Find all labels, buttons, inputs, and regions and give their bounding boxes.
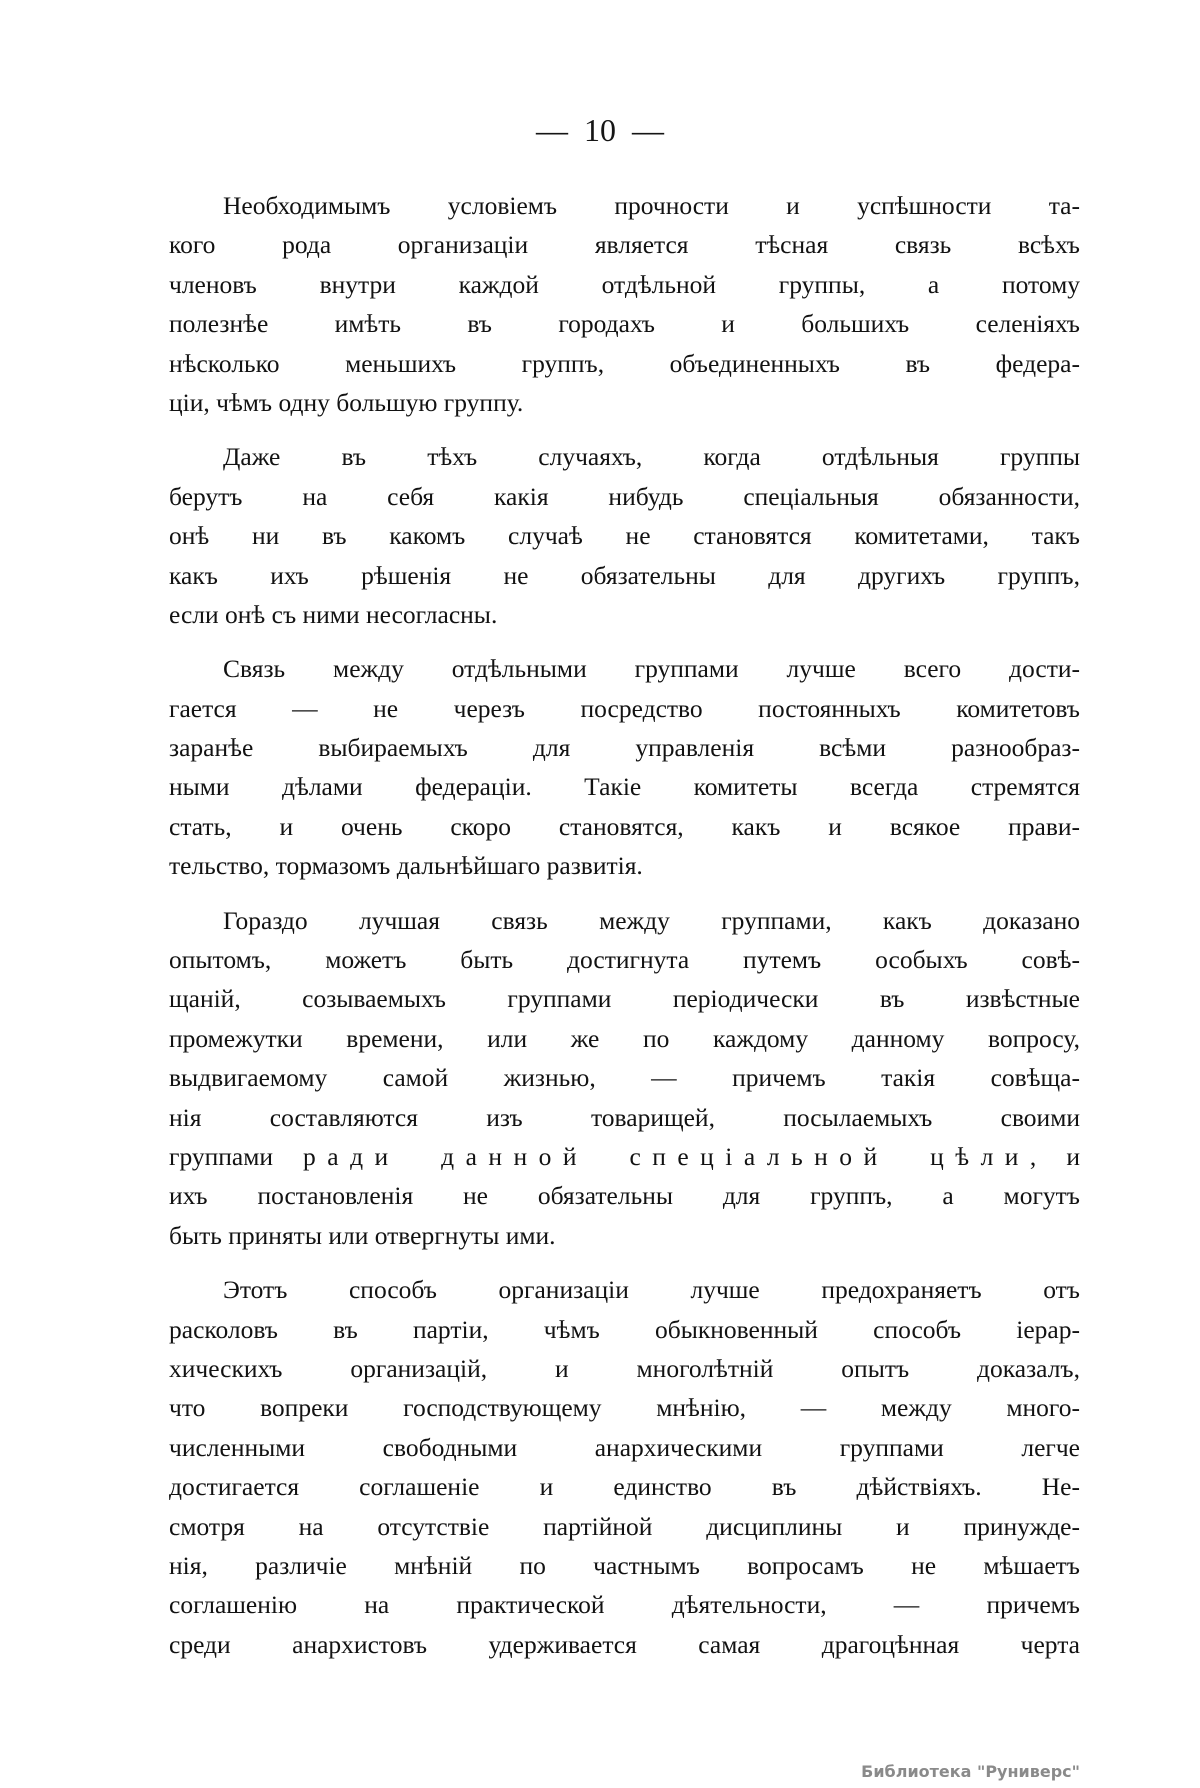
- text-line: среди анархистовъ удерживается самая драгоцѣнная черта: [169, 1629, 1080, 1659]
- text-line: опытомъ, можетъ быть достигнута путемъ особыхъ совѣ-: [169, 945, 1080, 975]
- text-line: достигается соглашеніе и единство въ дѣйствіяхъ. Не-: [169, 1472, 1080, 1502]
- text-line: смотря на отсутствіе партійной дисциплины и принужде-: [169, 1511, 1080, 1541]
- text-line: [169, 1137, 1080, 1176]
- text-line: нѣсколько меньшихъ группъ, объединенныхъ въ федера-: [169, 348, 1080, 378]
- paragraph: [169, 186, 1080, 422]
- text-line: хическихъ организацій, и многолѣтній опытъ доказалъ,: [169, 1353, 1080, 1383]
- text-line: гается — не черезъ посредство постоянныхъ комитетовъ: [169, 693, 1080, 723]
- text-line: Даже въ тѣхъ случаяхъ, когда отдѣльныя группы: [223, 442, 1080, 472]
- text-line: ными дѣлами федераціи. Такіе комитеты всегда стремятся: [169, 772, 1080, 802]
- text-line: что вопреки господствующему мнѣнію, — между много-: [169, 1393, 1080, 1423]
- text-line: нія, различіе мнѣній по частнымъ вопросамъ не мѣшаетъ: [169, 1550, 1080, 1580]
- text-segment: , и: [1029, 1141, 1080, 1171]
- text-line: кого рода организаціи является тѣсная связь всѣхъ: [169, 230, 1080, 260]
- text-line: тельство, тормазомъ дальнѣйшаго развитія.: [169, 851, 643, 881]
- text-line: выдвигаемому самой жизнью, — причемъ такія совѣща-: [169, 1063, 1080, 1093]
- paragraph: [169, 1270, 1080, 1664]
- text-line: расколовъ въ партіи, чѣмъ обыкновенный способъ іерар-: [169, 1314, 1080, 1344]
- text-line: быть приняты или отвергнуты ими.: [169, 1220, 556, 1250]
- text-line: берутъ на себя какія нибудь спеціальныя обязанности,: [169, 481, 1080, 511]
- text-line: соглашенію на практической дѣятельности, — причемъ: [169, 1590, 1080, 1620]
- text-line: щаній, созываемыхъ группами періодически въ извѣстные: [169, 984, 1080, 1014]
- body-text: [169, 186, 1080, 1664]
- text-line: ихъ постановленія не обязательны для группъ, а могутъ: [169, 1181, 1080, 1211]
- text-line: Необходимымъ условіемъ прочности и успѣшности та-: [223, 191, 1080, 220]
- text-line: полезнѣе имѣть въ городахъ и большихъ селеніяхъ: [169, 309, 1080, 339]
- text-line: Этотъ способъ организаціи лучше предохраняетъ отъ: [223, 1275, 1080, 1305]
- text-segment: группами: [169, 1141, 304, 1171]
- text-line: Связь между отдѣльными группами лучше всего дости-: [223, 654, 1080, 684]
- text-line: членовъ внутри каждой отдѣльной группы, а потому: [169, 269, 1080, 299]
- text-line: промежутки времени, или же по каждому данному вопросу,: [169, 1023, 1080, 1053]
- text-line: онѣ ни въ какомъ случаѣ не становятся комитетами, такъ: [169, 521, 1080, 551]
- text-line: Гораздо лучшая связь между группами, какъ доказано: [223, 905, 1080, 935]
- text-line: нія составляются изъ товарищей, посылаемыхъ своими: [169, 1102, 1080, 1132]
- text-line: заранѣе выбираемыхъ для управленія всѣми разнообраз-: [169, 733, 1080, 763]
- text-line: стать, и очень скоро становятся, какъ и всякое прави-: [169, 811, 1080, 841]
- paragraph: [169, 649, 1080, 885]
- paragraph: [169, 901, 1080, 1256]
- page-number: — 10 —: [536, 112, 664, 148]
- text-line: какъ ихъ рѣшенія не обязательны для другихъ группъ,: [169, 560, 1080, 590]
- text-line: численными свободными анархическими группами легче: [169, 1432, 1080, 1462]
- text-line: если онѣ съ ними несогласны.: [169, 599, 498, 629]
- emphasized-text: ради данной спеціальной цѣли: [303, 1141, 1030, 1171]
- library-watermark: Библиотека "Руниверс": [861, 1762, 1080, 1781]
- text-line: ціи, чѣмъ одну большую группу.: [169, 387, 524, 417]
- paragraph: [169, 437, 1080, 634]
